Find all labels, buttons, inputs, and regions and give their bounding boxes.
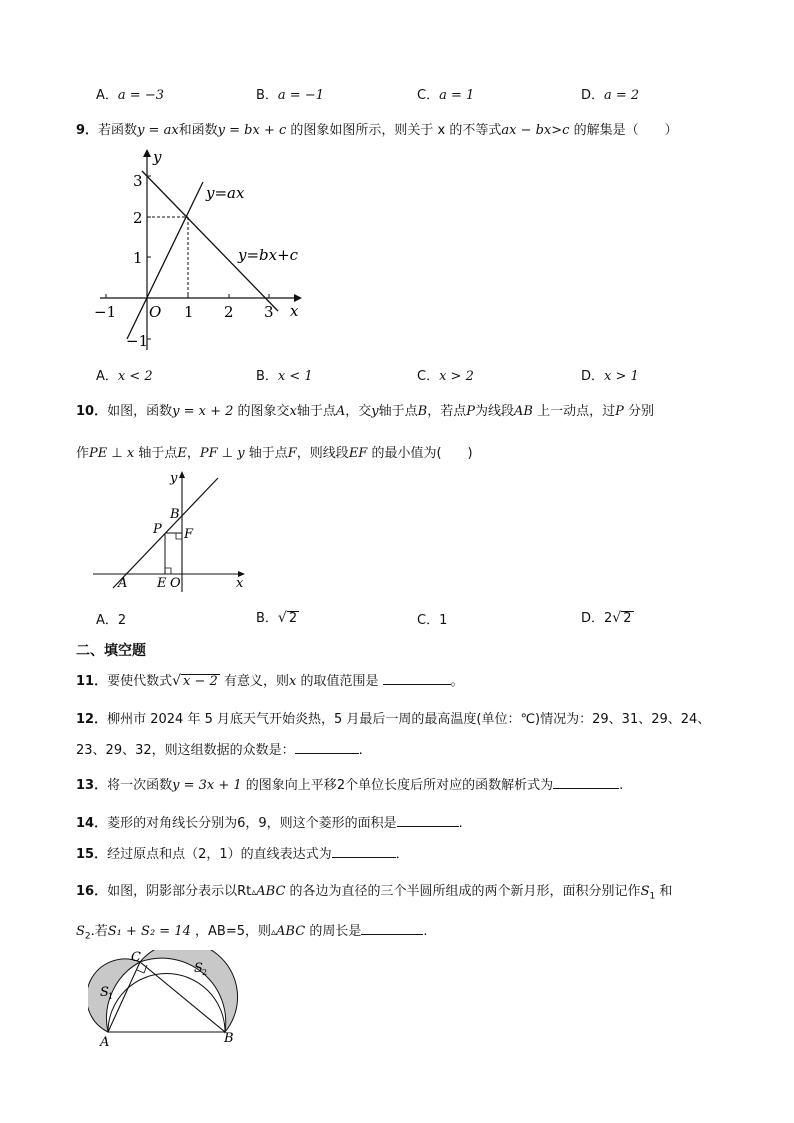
q9-x-label: x (290, 302, 299, 320)
q13-stem: 13．将一次函数y = 3x + 1 的图象向上平移2个单位长度后所对应的函数解析式为 . (76, 778, 624, 793)
q9-ytick-2: 2 (133, 209, 143, 227)
q9-option-b: B．x < 1 (256, 369, 313, 384)
q9-y-arrow (143, 149, 151, 157)
q9-xtick-1: 1 (184, 303, 194, 321)
q16-label-c: C (131, 950, 141, 965)
q9-xtick-3: 3 (264, 303, 274, 321)
q10-label-p: P (153, 522, 162, 537)
q9-option-c: C．x > 2 (417, 369, 474, 384)
q16-figure (88, 950, 248, 1050)
q13-answer-blank[interactable] (553, 776, 619, 789)
q16-label-s1: S (100, 985, 109, 1000)
q10-label-b: B (170, 507, 180, 522)
q9-figure (90, 145, 310, 355)
q15-stem: 15．经过原点和点（2，1）的直线表达式为 ． (76, 847, 409, 862)
q16-label-a: A (100, 1035, 110, 1050)
q16-semicircle-ab (108, 974, 225, 1033)
q9-option-d: D．x > 1 (581, 369, 639, 384)
q11-stem: 11．要使代数式√ x − 2 有意义，则x 的取值范围是 。 (76, 673, 464, 689)
q9-stem: 9．若函数y = ax和函数y = bx + c 的图象如图所示，则关于 x 的不等式ax − bx>c 的解集是（ ） (76, 123, 678, 138)
q9-xtick-2: 2 (224, 303, 234, 321)
q9-line-ax-label: y=ax (206, 184, 245, 202)
q10-x-label: x (236, 576, 244, 591)
q16-label-s2-sub: 2 (202, 968, 208, 977)
q9-ytick-neg1: −1 (126, 332, 149, 350)
q8-option-b: B．a = −1 (256, 88, 324, 103)
q9-option-a: A．x < 2 (96, 369, 153, 384)
q10-option-d: D．2√ 2 (581, 610, 632, 626)
q10-label-o: O (170, 576, 181, 591)
q10-label-a: A (118, 576, 128, 591)
q9-y-label: y (153, 148, 162, 166)
q8-option-a: A．a = −3 (96, 88, 164, 103)
q9-xtick-neg1: −1 (94, 303, 117, 321)
q9-line-bx-c-label: y=bx+c (238, 246, 299, 264)
q9-ytick-3: 3 (133, 172, 143, 190)
q10-stem-line1: 10．如图，函数y = x + 2 的图象交x轴于点A，交y轴于点B，若点P为线段AB 上一动点，过P 分别 (76, 404, 655, 419)
q16-stem-line2: $S_2$.若S₁ + S₂ = 14 ，AB=5，则▵ABC 的周长是 . (76, 924, 428, 942)
q10-y-label: y (170, 471, 178, 486)
q10-stem-line2: 作PE ⊥ x 轴于点E，PF ⊥ y 轴于点F，则线段EF 的最小值为( ) (76, 446, 473, 461)
q16-lune-s1 (88, 959, 140, 1032)
q15-answer-blank[interactable] (332, 845, 396, 858)
q16-lune-s2 (140, 950, 238, 1032)
q14-answer-blank[interactable] (397, 814, 459, 827)
q9-ytick-1: 1 (133, 249, 143, 267)
q10-label-e: E (157, 576, 167, 591)
q11-answer-blank[interactable] (383, 672, 451, 685)
q12-answer-blank[interactable] (295, 741, 359, 754)
q16-label-b: B (224, 1031, 234, 1046)
q16-label-s1-sub: 1 (108, 992, 114, 1001)
q12-stem-line1: 12．柳州市 2024 年 5 月底天气开始炎热，5 月最后一周的最高温度(单位：℃)情况为：29、31、29、24、 (76, 712, 711, 727)
q16-stem-line1: 16．如图，阴影部分表示以Rt▵ABC 的各边为直径的三个半圆所组成的两个新月形，面积分别记作$S_1$ 和 (76, 884, 673, 902)
q10-option-b: B．√ 2 (256, 610, 298, 626)
q14-stem: 14．菱形的对角线长分别为6，9，则这个菱形的面积是 . (76, 816, 463, 831)
q12-stem-line2: 23、29、32，则这组数据的众数是： . (76, 743, 363, 758)
q10-option-a: A．2 (96, 613, 127, 628)
q8-option-d: D．a = 2 (581, 88, 640, 103)
q10-option-c: C．1 (417, 613, 448, 628)
q16-answer-blank[interactable] (361, 922, 423, 935)
q9-origin-label: O (149, 303, 162, 321)
section-title-fill-blank: 二、填空题 (76, 643, 146, 659)
q10-label-f: F (184, 527, 194, 542)
q9-x-arrow (294, 294, 302, 302)
q16-label-s2: S (194, 961, 203, 976)
q10-figure (88, 466, 253, 596)
q8-option-c: C．a = 1 (417, 88, 475, 103)
